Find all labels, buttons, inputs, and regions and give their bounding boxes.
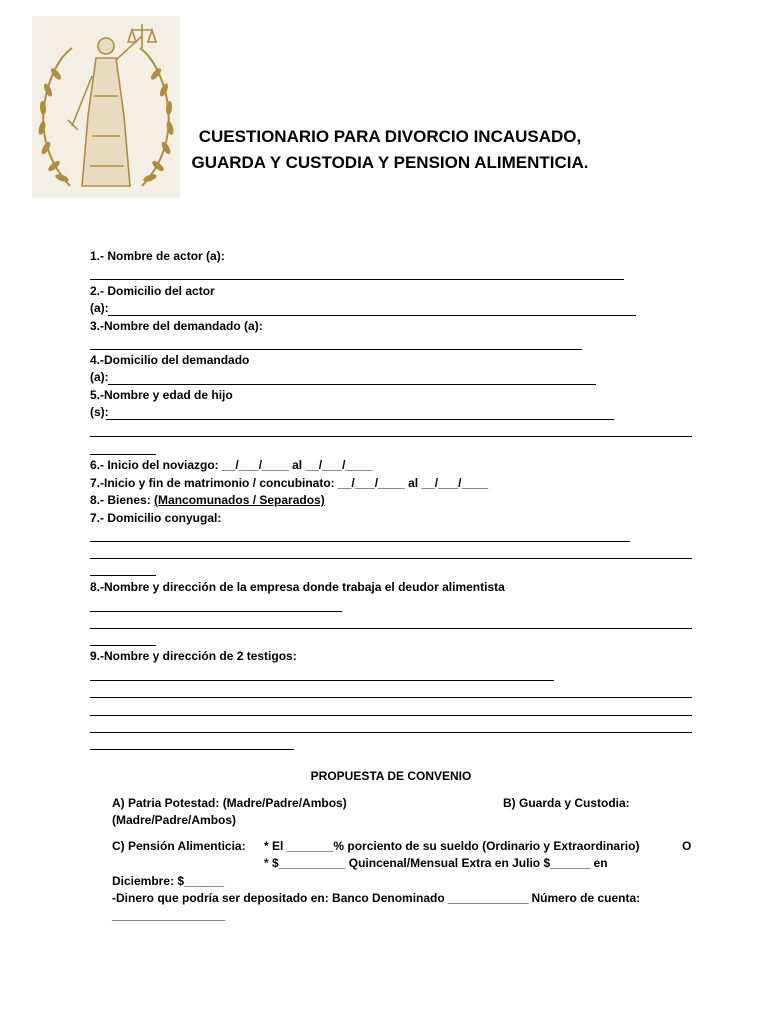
witnesses-field-2[interactable] bbox=[90, 697, 692, 698]
deposit-bank-info[interactable]: -Dinero que podría ser depositado en: Banco Denominado ____________ Número de cuenta: bbox=[112, 891, 641, 905]
question-defendant-address: 4.-Domicilio del demandado bbox=[90, 353, 250, 367]
defendant-address-field[interactable] bbox=[108, 384, 596, 385]
assets-label: 8.- Bienes: bbox=[90, 493, 155, 507]
pension-amount-option[interactable]: * $__________ Quincenal/Mensual Extra en Julio $______ en bbox=[264, 856, 608, 870]
witnesses-field-3[interactable] bbox=[90, 715, 692, 716]
question-marriage-dates[interactable]: 7.-Inicio y fin de matrimonio / concubinato: __/___/____ al __/___/____ bbox=[90, 476, 489, 490]
children-field-2[interactable] bbox=[90, 436, 692, 437]
actor-address-field[interactable] bbox=[108, 315, 636, 316]
question-employer: 8.-Nombre y dirección de la empresa donde trabaja el deudor alimentista bbox=[90, 580, 505, 594]
assets-options[interactable]: (Mancomunados / Separados) bbox=[154, 493, 325, 507]
marital-home-field-1[interactable] bbox=[90, 541, 630, 542]
question-actor-name: 1.- Nombre de actor (a): bbox=[90, 249, 225, 263]
guarda-custodia: B) Guarda y Custodia: bbox=[503, 796, 630, 810]
question-actor-address: 2.- Domicilio del actor bbox=[90, 284, 215, 298]
document-title-line2: GUARDA Y CUSTODIA Y PENSION ALIMENTICIA. bbox=[191, 153, 589, 172]
witnesses-field-4[interactable] bbox=[90, 732, 692, 733]
question-marital-home: 7.- Domicilio conyugal: bbox=[90, 511, 222, 525]
patria-potestad[interactable]: A) Patria Potestad: (Madre/Padre/Ambos) bbox=[112, 796, 347, 810]
pension-or: O bbox=[682, 839, 692, 853]
question-defendant-name: 3.-Nombre del demandado (a): bbox=[90, 319, 263, 333]
account-number-field[interactable]: _________________ bbox=[112, 908, 226, 922]
document-title-line1: CUESTIONARIO PARA DIVORCIO INCAUSADO, bbox=[198, 127, 582, 146]
actor-name-field[interactable] bbox=[90, 279, 624, 280]
defendant-name-field[interactable] bbox=[90, 349, 582, 350]
witnesses-field-1[interactable] bbox=[90, 680, 554, 681]
guarda-custodia-options[interactable]: (Madre/Padre/Ambos) bbox=[112, 813, 237, 827]
question-witnesses: 9.-Nombre y dirección de 2 testigos: bbox=[90, 649, 297, 663]
justice-emblem-icon bbox=[32, 16, 180, 198]
children-field-3[interactable] bbox=[90, 454, 156, 455]
employer-field-2[interactable] bbox=[90, 628, 692, 629]
children-field-1[interactable] bbox=[106, 419, 614, 420]
marital-home-field-2[interactable] bbox=[90, 558, 692, 559]
employer-field-3[interactable] bbox=[90, 645, 156, 646]
marital-home-field-3[interactable] bbox=[90, 575, 156, 576]
lady-justice-logo bbox=[32, 16, 180, 198]
witnesses-field-5[interactable] bbox=[90, 749, 294, 750]
question-actor-address-suffix: (a): bbox=[90, 301, 109, 315]
convenio-title: PROPUESTA DE CONVENIO bbox=[310, 769, 472, 783]
question-assets bbox=[90, 492, 325, 509]
question-children-suffix: (s): bbox=[90, 405, 109, 419]
employer-field-1[interactable] bbox=[90, 611, 342, 612]
pension-december[interactable]: Diciembre: $______ bbox=[112, 874, 225, 888]
question-courtship-dates[interactable]: 6.- Inicio del noviazgo: __/___/____ al __/___/____ bbox=[90, 458, 373, 472]
pension-percentage-option[interactable]: * El _______% porciento de su sueldo (Ordinario y Extraordinario) bbox=[264, 839, 640, 853]
question-defendant-address-suffix: (a): bbox=[90, 370, 109, 384]
question-children: 5.-Nombre y edad de hijo bbox=[90, 388, 233, 402]
pension-label: C) Pensión Alimenticia: bbox=[112, 839, 246, 853]
